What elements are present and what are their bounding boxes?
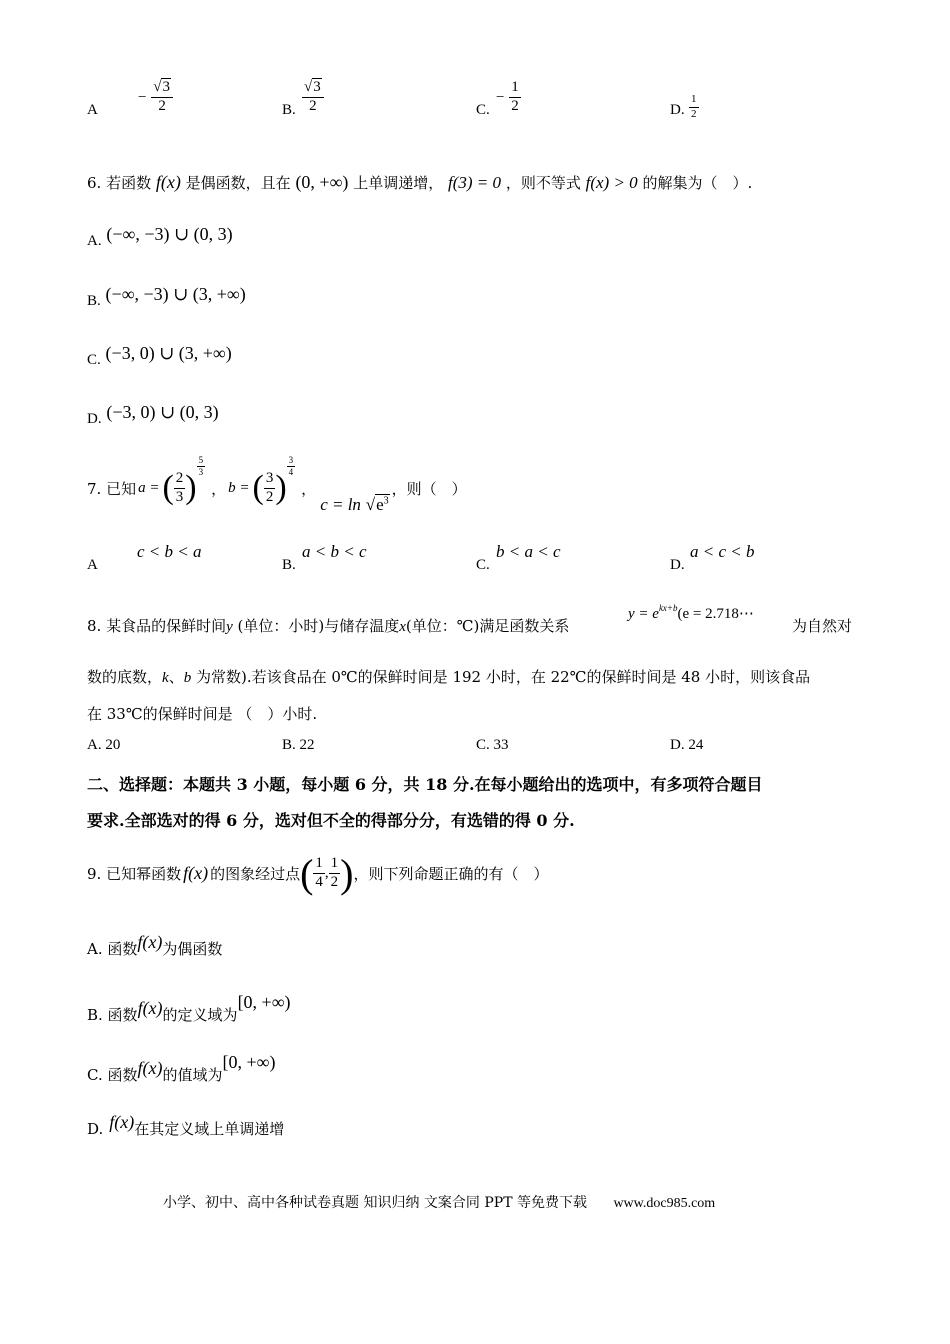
option-text: 的定义域为 (162, 1006, 238, 1024)
q5-option-c-label: C. (476, 102, 490, 118)
section-2-heading-line-2: 要求.全部选对的得 6 分，选对但不全的得部分分，有选错的得 0 分. (87, 811, 575, 830)
math-c-eq: $c = \ln √e^3$ (320, 495, 389, 514)
q9-option-d (87, 1112, 284, 1139)
math-fx: f(x) (155, 172, 181, 192)
fraction: $\frac{1}{2}$ (691, 93, 697, 120)
option-expr: (−∞, −3) ∪ (3, +∞) (105, 284, 246, 304)
exponent-fraction: $\frac{5}{3}$ (198, 455, 204, 478)
q5-option-c-expr (496, 80, 521, 115)
separator: ， (301, 479, 317, 498)
formula-y: y = e (628, 606, 659, 622)
q6-text-4: 的解集为（ ）. (642, 174, 753, 192)
fraction: $\frac{1}{2}$ (511, 79, 519, 114)
option-expr: (−3, 0) ∪ (3, +∞) (105, 343, 232, 363)
q8-text: (单位：℃)满足函数关系 (405, 617, 570, 635)
q8-text: 数的底数， (87, 668, 163, 686)
q8-text: (单位：小时)与储存温度 (232, 617, 400, 635)
q9-stem: 9. 已知幂函数 f(x) 的图象经过点 ( $\frac{1}{4}$ , $\frac{1}{2}$ ) ，则下列命题正确的有（ ） (87, 850, 549, 896)
q9-option-a (87, 932, 222, 959)
formula-e: (e = 2.718⋯ (677, 606, 754, 622)
q9-prefix: 9. 已知幂函数 (87, 864, 182, 883)
minus-sign: − (496, 89, 505, 106)
q7-option-b-label: B. (282, 557, 296, 573)
math-fx: f(x) (183, 862, 209, 883)
q5-option-d-expr (689, 94, 699, 120)
q6-option-a (87, 224, 233, 250)
option-expr: [0, +∞) (222, 1052, 276, 1072)
q7-suffix: ，则（ ） (391, 479, 467, 498)
q8-text: 8. 某食品的保鲜时间 (87, 617, 227, 635)
option-label: D. (87, 1120, 104, 1138)
q9-option-c (87, 1052, 275, 1085)
math-interval: (0, +∞) (295, 172, 349, 192)
math-fx: f(x) (137, 1058, 163, 1078)
option-expr: (−∞, −3) ∪ (0, 3) (106, 224, 233, 244)
q8-option-b: B. 22 (282, 737, 315, 753)
q9-option-b (87, 992, 291, 1025)
q7-stem: 7. 已知 a = ( $\frac{2}{3}$ ) $\frac{5}{3}$ ， b = ( $\frac{3}{2}$ ) $\frac{3}{4}$ ， $c = \ln √e^3$ ，则（ ） (87, 455, 467, 514)
q8-option-d: D. 24 (670, 737, 704, 753)
minus-sign: − (138, 89, 147, 106)
option-label: C. (87, 352, 101, 368)
fraction: $\frac{3}{2}$ (265, 469, 274, 505)
q8-line-1 (87, 615, 569, 636)
footer-text: 小学、初中、高中各种试卷真题 知识归纳 文案合同 PPT 等免费下载 (163, 1195, 587, 1211)
formula-exp: kx+b (658, 603, 678, 613)
q8-formula (628, 603, 754, 623)
fraction: $\frac{2}{3}$ (175, 469, 184, 505)
fraction: $\frac{1}{4}$ (315, 854, 323, 890)
q8-line-1-end: 为自然对 (792, 617, 853, 635)
q5-option-a-label: A (87, 102, 98, 118)
option-label: A. 函数 (87, 940, 138, 958)
math-f3: f(3) = 0 (448, 173, 502, 192)
option-text: 在其定义域上单调递增 (134, 1120, 285, 1138)
q5-option-b-expr (302, 80, 324, 115)
q9-text: 的图象经过点 (210, 864, 301, 883)
var-x: x (399, 619, 406, 635)
q7-option-a-expr: c < b < a (137, 542, 202, 561)
math-a-eq: a = (138, 479, 160, 496)
q6-text-3: ，则不等式 (505, 174, 581, 192)
option-label: A. (87, 233, 102, 249)
q7-option-d-label: D. (670, 557, 685, 573)
section-2-heading-line-1: 二、选择题：本题共 3 小题，每小题 6 分，共 18 分.在每小题给出的选项中，有多项符合题目 (87, 775, 763, 794)
q9-text: ，则下列命题正确的有（ ） (353, 864, 549, 883)
math-fx: f(x) (137, 932, 163, 952)
q8-text: 为常数).若该食品在 0℃的保鲜时间是 192 小时，在 22℃的保鲜时间是 48 小时，则该食品 (191, 668, 811, 686)
fraction: $\frac{1}{2}$ (330, 854, 339, 890)
q6-text-2: 上单调递增， (353, 174, 444, 192)
q6-text-1: 是偶函数，且在 (185, 174, 291, 192)
q7-option-a-label: A (87, 557, 98, 573)
fraction: $\frac{√3}{2}$ (151, 80, 173, 115)
option-expr: (−3, 0) ∪ (0, 3) (106, 402, 219, 422)
var-k: k (162, 670, 169, 686)
q7-option-c-expr: b < a < c (496, 542, 561, 561)
q7-option-b-expr: a < b < c (302, 542, 367, 561)
q8-option-c: C. 33 (476, 737, 509, 753)
q7-prefix: 7. 已知 (87, 479, 137, 498)
option-text: 为偶函数 (162, 940, 223, 958)
separator: ， (211, 479, 227, 498)
q6-option-d (87, 402, 219, 428)
var-b: b (183, 670, 192, 686)
option-label: D. (87, 411, 102, 427)
math-fx: f(x) (137, 998, 163, 1018)
option-text: 的值域为 (162, 1066, 223, 1084)
q7-option-d-expr: a < c < b (690, 542, 755, 561)
q6-stem (87, 172, 752, 193)
fraction: $\frac{√3}{2}$ (302, 80, 324, 115)
math-b-eq: b = (228, 479, 250, 496)
option-label: C. 函数 (87, 1066, 138, 1084)
math-inequality: f(x) > 0 (585, 173, 638, 192)
footer (163, 1192, 715, 1212)
q6-prefix: 6. 若函数 (87, 174, 152, 192)
q6-option-c (87, 343, 232, 369)
q5-option-a-expr (138, 80, 173, 115)
option-label: B. 函数 (87, 1006, 138, 1024)
q8-option-a: A. 20 (87, 737, 121, 753)
footer-url[interactable]: www.doc985.com (613, 1196, 716, 1211)
q6-option-b (87, 284, 246, 310)
q5-option-b-label: B. (282, 102, 296, 118)
option-label: B. (87, 293, 101, 309)
q8-text: 、 (168, 668, 184, 686)
var-y: y (226, 619, 233, 635)
q8-line-2 (87, 666, 810, 687)
math-fx: f(x) (109, 1112, 135, 1132)
q7-option-c-label: C. (476, 557, 490, 573)
q5-option-d-label: D. (670, 102, 685, 118)
exponent-fraction: $\frac{3}{4}$ (288, 455, 294, 478)
option-expr: [0, +∞) (237, 992, 291, 1012)
q8-line-3: 在 33℃的保鲜时间是 （ ）小时. (87, 705, 318, 723)
